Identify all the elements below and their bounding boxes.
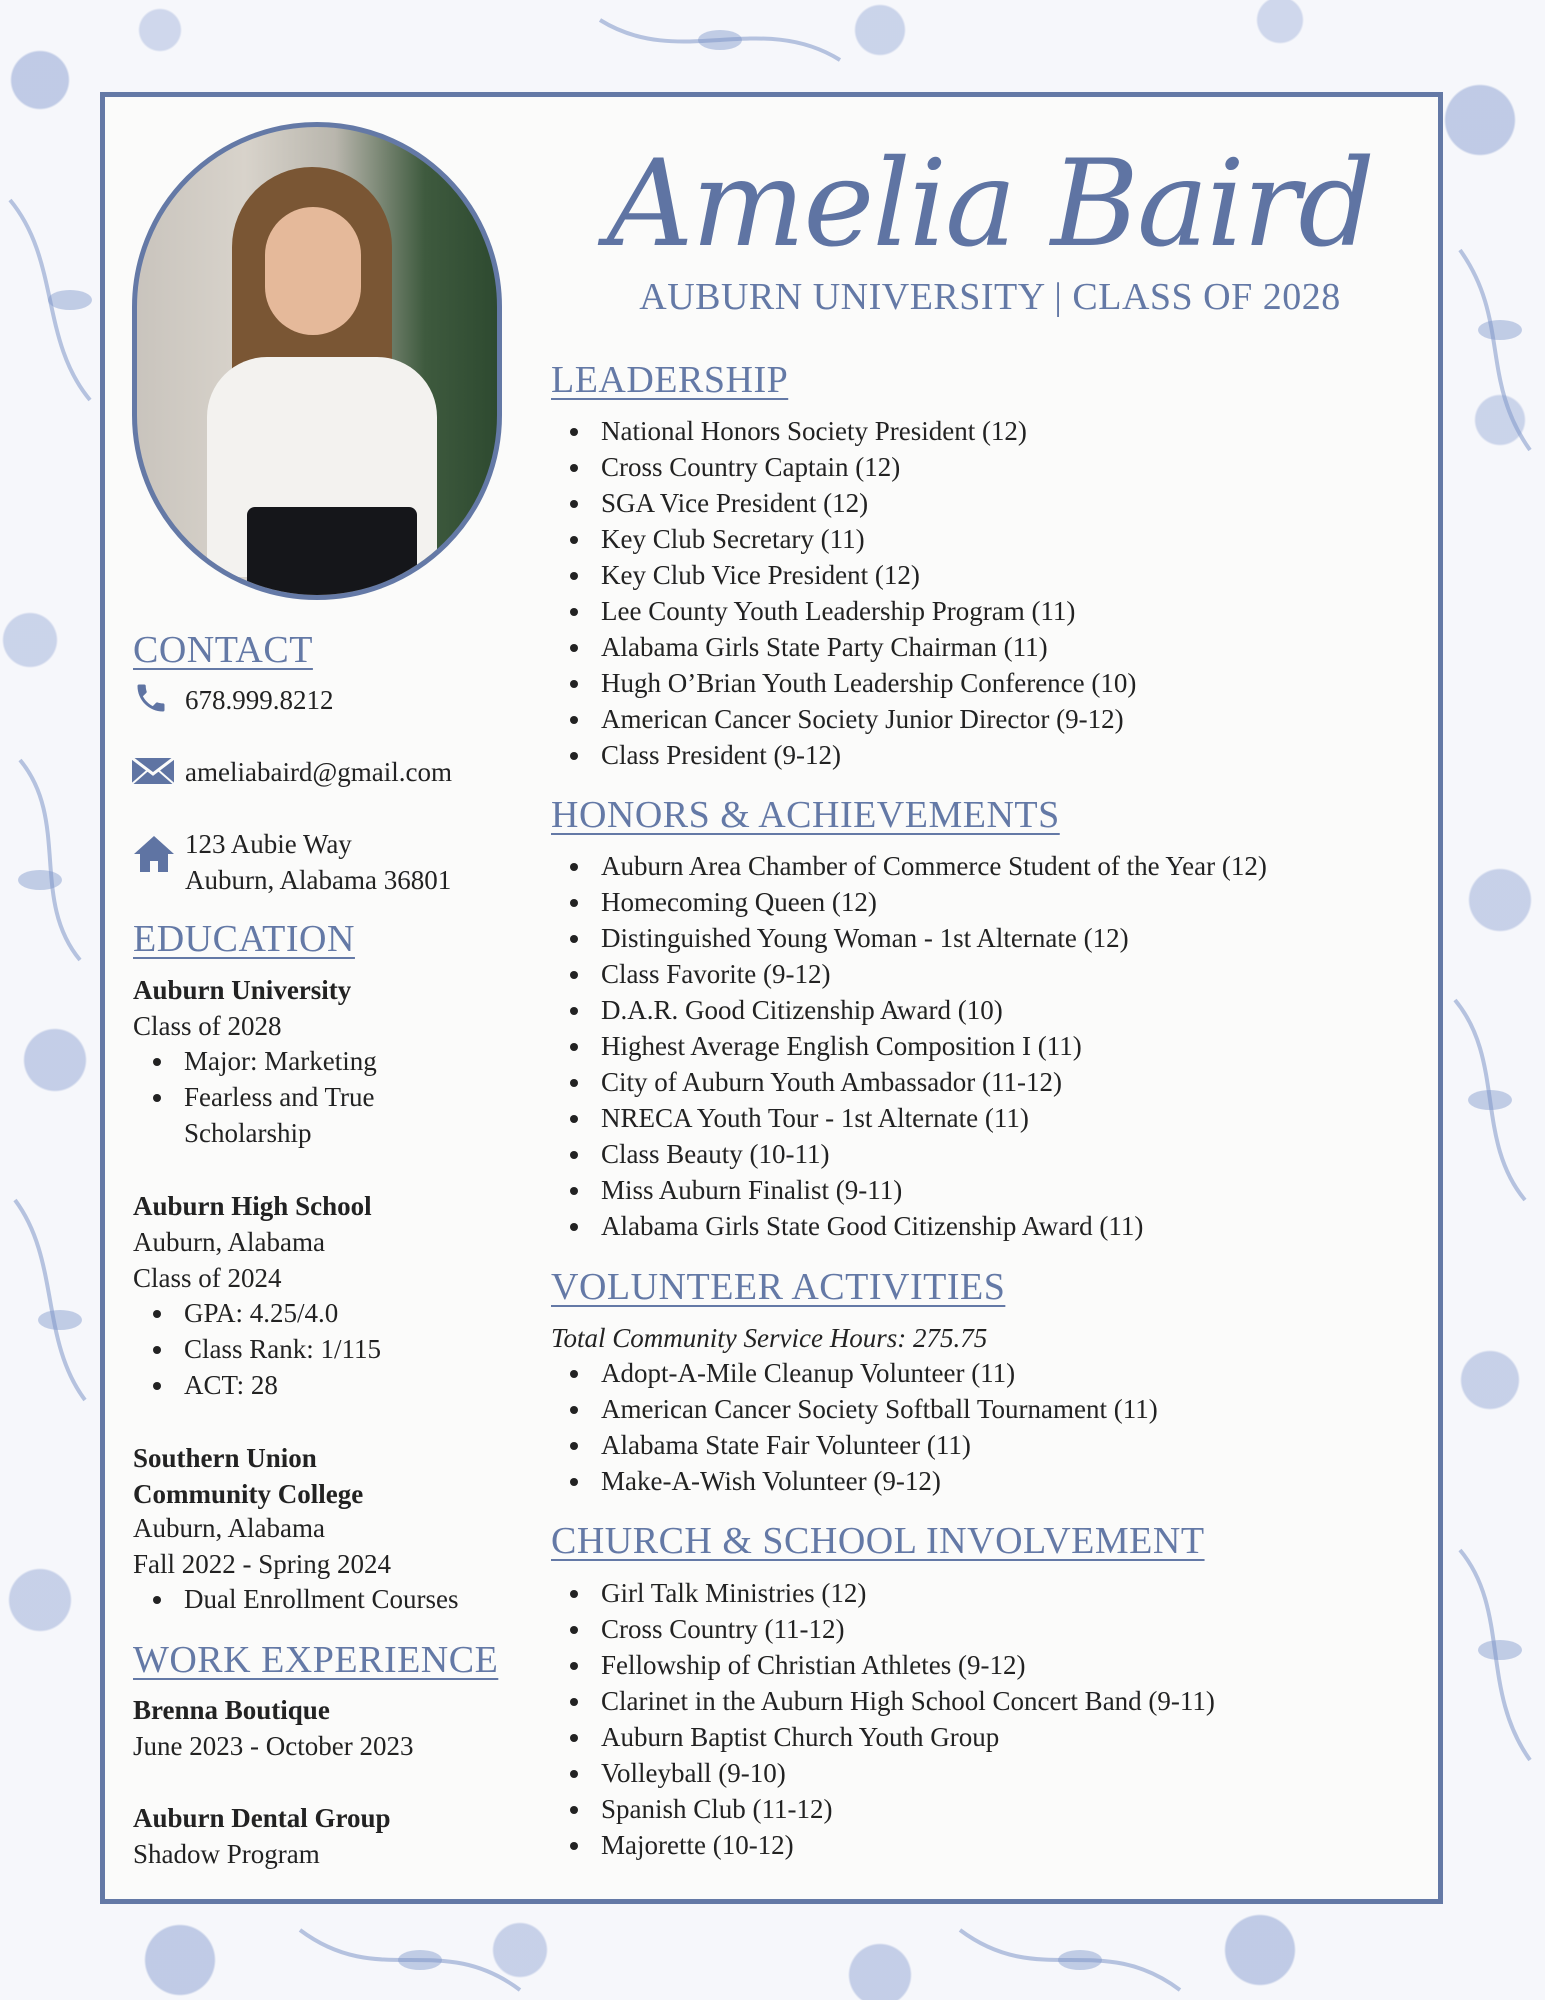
list-item: Major: Marketing [184,1043,377,1079]
school-detail: Fall 2022 - Spring 2024 [133,1549,392,1579]
profile-photo [132,122,502,600]
list-item-continuation: Scholarship [184,1118,312,1148]
school-name: Auburn High School [133,1191,372,1221]
list-item: Volleyball (9-10) [601,1755,1215,1791]
list-item: American Cancer Society Softball Tournament (11) [601,1391,1158,1427]
list-item: American Cancer Society Junior Director (9-12) [601,701,1136,737]
list-item: Miss Auburn Finalist (9-11) [601,1172,1267,1208]
list-item: SGA Vice President (12) [601,485,1136,521]
school-list [134,1581,458,1617]
list-item: Class Favorite (9-12) [601,956,1267,992]
service-hours: Total Community Service Hours: 275.75 [551,1323,988,1353]
list-item: Key Club Vice President (12) [601,557,1136,593]
list-item: Auburn Baptist Church Youth Group [601,1719,1215,1755]
school-detail: Auburn, Alabama [133,1513,325,1543]
subtitle: AUBURN UNIVERSITY | CLASS OF 2028 [639,276,1341,318]
contact-heading: CONTACT [133,629,313,671]
list-item: Cross Country Captain (12) [601,449,1136,485]
honors-heading: HONORS & ACHIEVEMENTS [551,794,1060,836]
list-item: Hugh O’Brian Youth Leadership Conference (10) [601,665,1136,701]
list-item: D.A.R. Good Citizenship Award (10) [601,992,1267,1028]
list-item: Alabama Girls State Good Citizenship Award (11) [601,1208,1267,1244]
email-icon [132,756,174,786]
list-item: Cross Country (11-12) [601,1611,1215,1647]
list-item: NRECA Youth Tour - 1st Alternate (11) [601,1100,1267,1136]
work-heading: WORK EXPERIENCE [133,1639,499,1681]
list-item: Alabama Girls State Party Chairman (11) [601,629,1136,665]
list-item: Dual Enrollment Courses [184,1581,458,1617]
job-name: Brenna Boutique [133,1695,330,1725]
list-item: Auburn Area Chamber of Commerce Student of the Year (12) [601,848,1267,884]
list-item: Homecoming Queen (12) [601,884,1267,920]
home-icon [133,834,175,874]
list-item: Fellowship of Christian Athletes (9-12) [601,1647,1215,1683]
list-item: Make-A-Wish Volunteer (9-12) [601,1463,1158,1499]
list-item: Clarinet in the Auburn High School Concert Band (9-11) [601,1683,1215,1719]
contact-address-line2: Auburn, Alabama 36801 [185,865,452,895]
list-item: ACT: 28 [184,1367,381,1403]
list-item: Class Beauty (10-11) [601,1136,1267,1172]
list-item: Fearless and True [184,1079,377,1115]
school-name: Auburn University [133,975,352,1005]
phone-icon [133,680,169,716]
list-item: City of Auburn Youth Ambassador (11-12) [601,1064,1267,1100]
school-detail: Class of 2028 [133,1011,282,1041]
school-detail: Class of 2024 [133,1263,282,1293]
list-item: Distinguished Young Woman - 1st Alternate (12) [601,920,1267,956]
honors-list [551,848,1267,1244]
list-item: Class President (9-12) [601,737,1136,773]
list-item: Majorette (10-12) [601,1827,1215,1863]
school-name: Southern Union [133,1443,317,1473]
list-item: Key Club Secretary (11) [601,521,1136,557]
school-list [134,1043,377,1151]
school-detail: Auburn, Alabama [133,1227,325,1257]
list-item: Adopt-A-Mile Cleanup Volunteer (11) [601,1355,1158,1391]
list-item: Girl Talk Ministries (12) [601,1575,1215,1611]
church-heading: CHURCH & SCHOOL INVOLVEMENT [551,1520,1205,1562]
volunteer-list [551,1355,1158,1499]
job-desc: Shadow Program [133,1839,320,1869]
contact-phone[interactable]: 678.999.8212 [185,685,334,715]
list-item: Highest Average English Composition I (11) [601,1028,1267,1064]
list-item: Class Rank: 1/115 [184,1331,381,1367]
church-list [551,1575,1215,1863]
list-item: GPA: 4.25/4.0 [184,1295,381,1331]
volunteer-heading: VOLUNTEER ACTIVITIES [551,1266,1006,1308]
education-heading: EDUCATION [133,918,355,960]
list-item: National Honors Society President (12) [601,413,1136,449]
list-item: Alabama State Fair Volunteer (11) [601,1427,1158,1463]
job-dates: June 2023 - October 2023 [133,1731,414,1761]
list-item: Spanish Club (11-12) [601,1791,1215,1827]
school-name: Community College [133,1479,364,1509]
leadership-heading: LEADERSHIP [551,359,789,401]
list-item: Lee County Youth Leadership Program (11) [601,593,1136,629]
leadership-list [551,413,1136,773]
contact-address-line1: 123 Aubie Way [185,829,352,859]
school-list [134,1295,381,1403]
job-name: Auburn Dental Group [133,1803,391,1833]
contact-email[interactable]: ameliabaird@gmail.com [185,757,453,787]
name-title: Amelia Baird [606,135,1374,274]
